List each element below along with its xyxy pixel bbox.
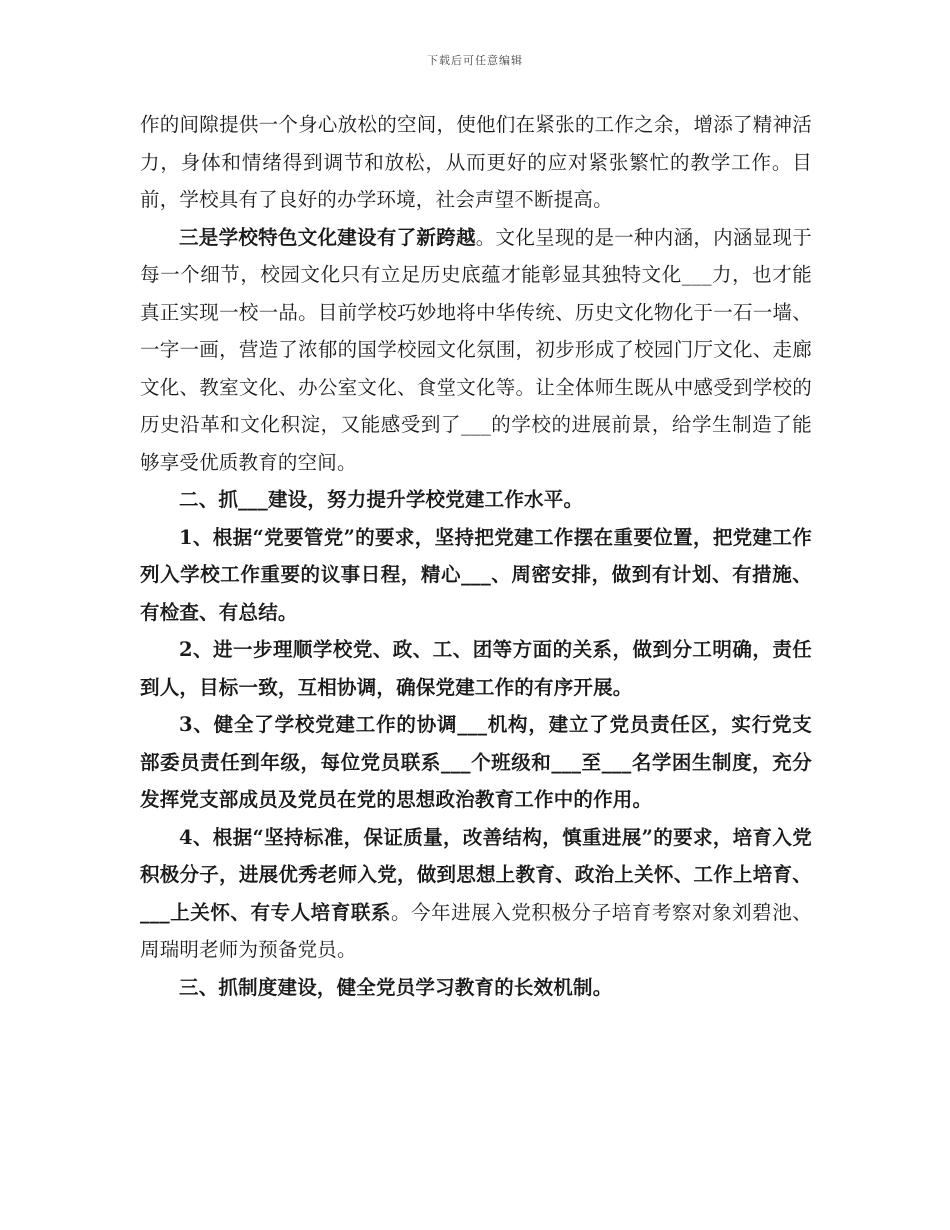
list-item-4 <box>140 819 812 969</box>
list-item-1: 1、根据“党要管党”的要求，坚持把党建工作摆在重要位置，把党建工作列入学校工作重要的议事日程，精心___、周密安排，做到有计划、有措施、有检查、有总结。 <box>140 525 812 624</box>
paragraph-culture <box>140 219 812 482</box>
section-heading-party-building: 二、抓___建设，努力提升学校党建工作水平。 <box>179 488 584 511</box>
paragraph-lead-bold: 4、根据“坚持标准，保证质量，改善结构，慎重进展”的要求，培育入党积极分子，进展优秀老师入党，做到思想上教育、政治上关怀、工作上培育、___上关怀、有专人培育联系 <box>140 825 812 924</box>
list-item-3: 3、健全了学校党建工作的协调___机构，建立了党员责任区，实行党支部委员责任到年级，每位党员联系___个班级和___至___名学困生制度，充分发挥党支部成员及党员在党的思想政治教育工作中的作用。 <box>140 713 812 811</box>
paragraph-body: 。今年进展入党积极分子培育考察对象刘碧池、周瑞明老师为预备党员。 <box>140 900 812 961</box>
paragraph-lead-bold: 三是学校特色文化建设有了新跨越 <box>179 225 476 249</box>
paragraph-body: 。文化呈现的是一种内涵，内涵显现于每一个细节，校园文化只有立足历史底蕴才能彰显其独特文化___力，也才能真正实现一校一品。目前学校巧妙地将中华传统、历史文化物化于一石一墙、一字一画，营造了浓郁的国学校园文化氛围，初步形成了校园门厅文化、走廊文化、教室文化、办公室文化、食堂文化等。让全体师生既从中感受到学校的历史沿革和文化积淀，又能感受到了___的学校的进展前景，给学生制造了能够享受优质教育的空间。 <box>140 225 812 474</box>
paragraph-continuation: 作的间隙提供一个身心放松的空间，使他们在紧张的工作之余，增添了精神活力，身体和情绪得到调节和放松，从而更好的应对紧张繁忙的教学工作。目前，学校具有了良好的办学环境，社会声望不断提高。 <box>140 113 812 211</box>
document-body <box>140 106 812 1006</box>
page-header: 下载后可任意编辑 <box>427 54 523 67</box>
section-heading-system: 三、抓制度建设，健全党员学习教育的长效机制。 <box>179 975 613 999</box>
list-item-2: 2、进一步理顺学校党、政、工、团等方面的关系，做到分工明确，责任到人，目标一致，互相协调，确保党建工作的有序开展。 <box>140 638 812 699</box>
